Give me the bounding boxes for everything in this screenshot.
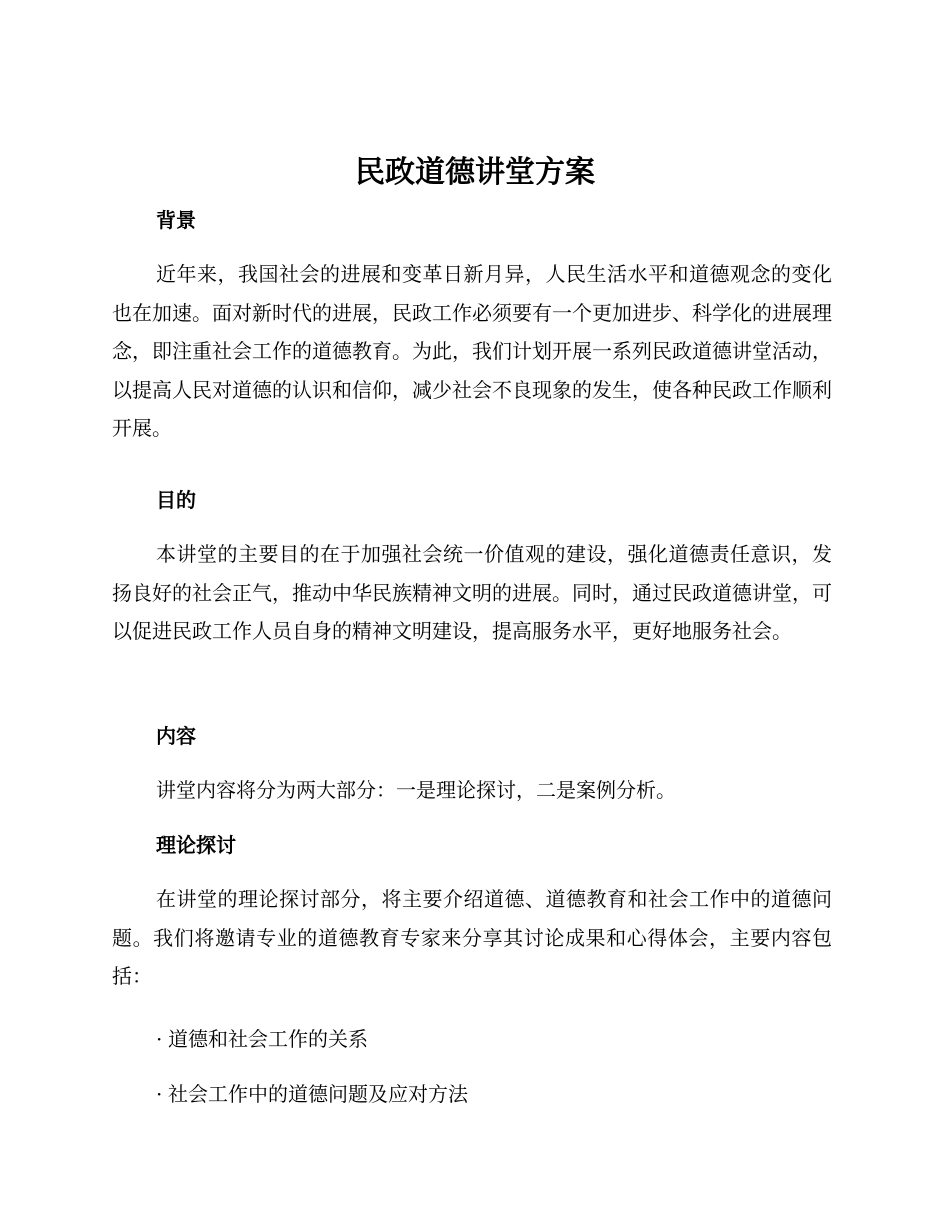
bullet-marker: · (156, 1027, 163, 1051)
section-paragraph-content: 讲堂内容将分为两大部分：一是理论探讨，二是案例分析。 (156, 778, 676, 802)
list-item-text: 社会工作中的道德问题及应对方法 (168, 1082, 468, 1106)
section-heading-theory: 理论探讨 (156, 833, 236, 857)
section-paragraph-background: 近年来，我国社会的进展和变革日新月异，人民生活水平和道德观念的变化也在加速。面对新时代的进展，民政工作必须要有一个更加进步、科学化的进展理念，即注重社会工作的道德教育。为此，我们计划开展一系列民政道德讲堂活动，以提高人民对道德的认识和信仰，减少社会不良现象的发生，使各种民政工作顺利开展。 (112, 262, 832, 440)
section-heading-purpose: 目的 (156, 488, 196, 512)
section-heading-background: 背景 (156, 208, 196, 232)
section-paragraph-theory: 在讲堂的理论探讨部分，将主要介绍道德、道德教育和社会工作中的道德问题。我们将邀请专业的道德教育专家来分享其讨论成果和心得体会，主要内容包括： (112, 887, 832, 988)
document-title: 民政道德讲堂方案 (355, 155, 595, 190)
bullet-marker: · (156, 1082, 163, 1106)
list-item (156, 1079, 468, 1109)
list-item-text: 道德和社会工作的关系 (168, 1027, 368, 1051)
list-item (156, 1024, 368, 1054)
section-heading-content: 内容 (156, 724, 196, 748)
section-paragraph-purpose: 本讲堂的主要目的在于加强社会统一价值观的建设，强化道德责任意识，发扬良好的社会正气，推动中华民族精神文明的进展。同时，通过民政道德讲堂，可以促进民政工作人员自身的精神文明建设，提高服务水平，更好地服务社会。 (112, 542, 832, 643)
